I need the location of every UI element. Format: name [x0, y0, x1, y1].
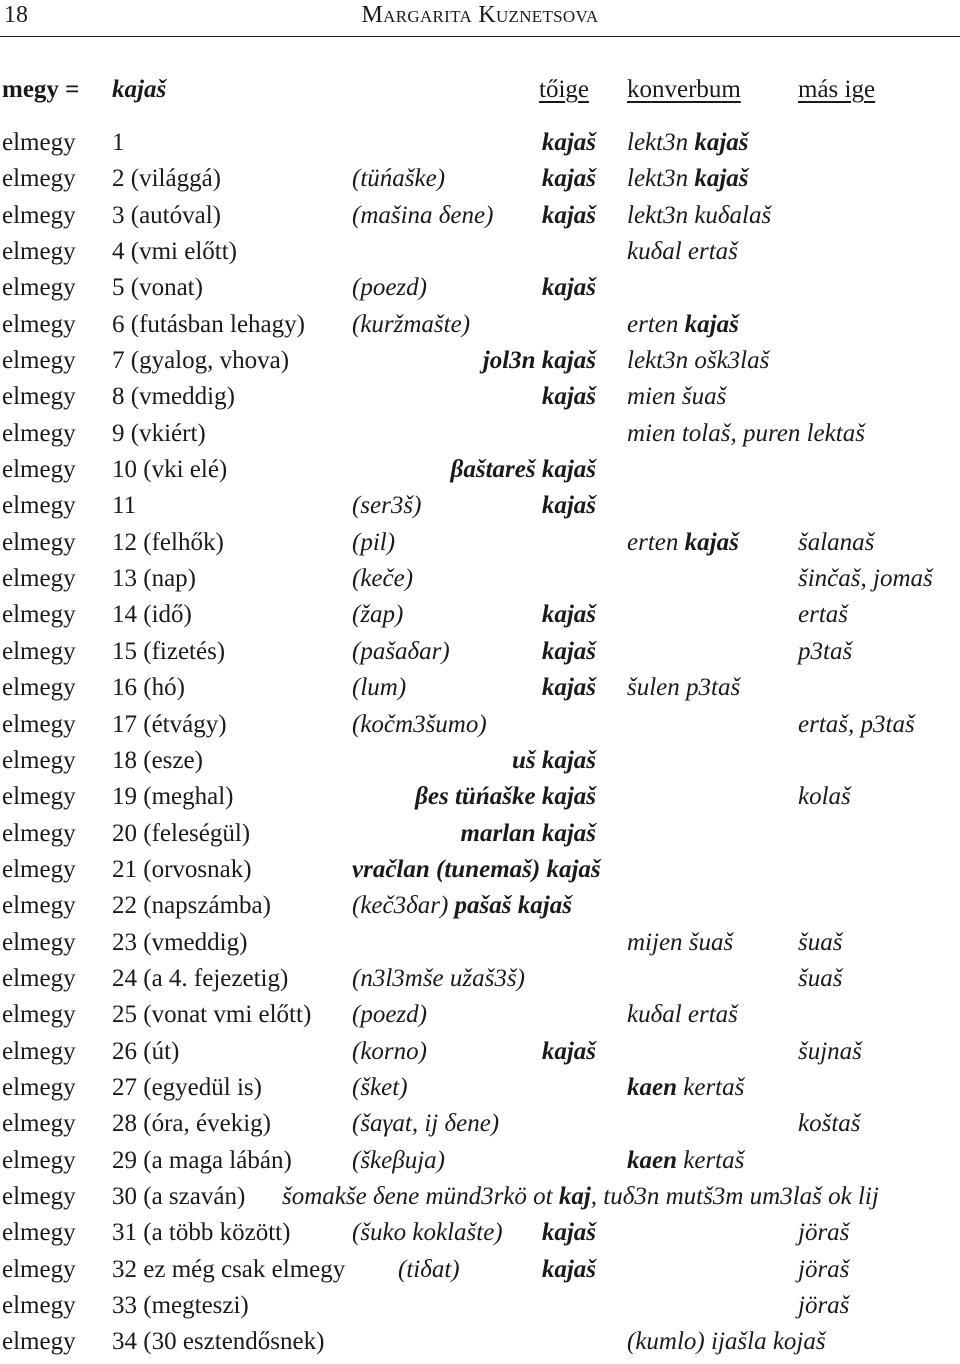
mari-context: [352, 600, 403, 630]
mari-context: [352, 273, 427, 303]
hungarian-verb: elmegy: [2, 201, 76, 229]
base-segment: uš kajaš: [511, 746, 596, 774]
other-segment: šuaš: [798, 928, 843, 956]
hungarian-verb: elmegy: [2, 1219, 76, 1247]
hungarian-verb: elmegy: [2, 456, 76, 484]
base-verb: [542, 1255, 596, 1285]
other-segment: jöraš: [798, 1292, 850, 1319]
table-row: [0, 928, 960, 964]
table-row: [0, 891, 960, 927]
sense-number: 26 (út): [112, 1037, 180, 1065]
base-segment: kajaš: [541, 1037, 596, 1065]
other-verb: [798, 928, 842, 958]
mari-context: [352, 1037, 427, 1067]
example-sentence: [282, 1182, 879, 1212]
sense-number: 32 ez még csak elmegy: [112, 1255, 346, 1283]
table-row: [0, 1327, 960, 1363]
mari-context: [352, 964, 525, 994]
mari-segment: (tiδat): [398, 1255, 460, 1283]
other-verb: [798, 1255, 849, 1285]
example-segment: , tuδ3n mutš3m um3laš ok lij: [590, 1182, 879, 1210]
base-verb: [512, 746, 596, 776]
sense-number: 10 (vki elé): [112, 456, 228, 484]
base-verb-heading: tőige: [539, 76, 589, 103]
mari-segment: vračlan (tunemaš) kajaš: [352, 855, 601, 883]
hungarian-verb: elmegy: [2, 310, 76, 338]
other-verb: [798, 710, 915, 740]
mari-context: [352, 310, 470, 340]
mari-segment: (ser3š): [352, 492, 422, 520]
sense-number: 15 (fizetés): [112, 637, 226, 665]
table-row: [0, 1000, 960, 1036]
other-verb: [798, 1037, 862, 1067]
converb: [627, 201, 771, 231]
mari-context: [398, 1255, 460, 1285]
converb-segment: kaen: [627, 1146, 677, 1174]
table-row: [0, 1218, 960, 1254]
mari-segment: (n3l3mše užaš3š): [352, 964, 525, 992]
base-segment: kajaš: [541, 601, 596, 629]
mari-segment: (mašina δene): [352, 201, 494, 229]
base-verb: [542, 1218, 596, 1248]
mari-segment: (šket): [352, 1073, 408, 1101]
base-verb: [542, 637, 596, 667]
hungarian-verb: elmegy: [2, 1292, 76, 1319]
other-segment: kolaš: [798, 783, 851, 811]
hungarian-verb: elmegy: [2, 637, 76, 665]
converb: [627, 1146, 744, 1176]
sense-number: 8 (vmeddig): [112, 383, 235, 411]
mari-segment: (korno): [352, 1037, 427, 1065]
converb-segment: kuδal ertaš: [627, 1001, 738, 1029]
example-segment: kaj: [558, 1182, 591, 1210]
other-segment: jöraš: [798, 1255, 850, 1283]
other-segment: p3taš: [798, 637, 853, 665]
base-segment: kajaš: [541, 637, 596, 665]
hungarian-verb: elmegy: [2, 601, 76, 629]
converb: [627, 419, 865, 449]
header-rule: [0, 36, 960, 37]
converb-segment: lekt3n kuδalaš: [627, 201, 772, 229]
mari-segment: (tüńaške): [352, 165, 446, 193]
hungarian-verb: elmegy: [2, 892, 76, 920]
hungarian-verb: elmegy: [2, 1182, 76, 1210]
converb-segment: kertaš: [677, 1073, 745, 1101]
sense-number: 18 (esze): [112, 746, 203, 774]
sense-number: 9 (vkiért): [112, 419, 206, 447]
base-verb: [542, 491, 596, 521]
mari-segment: (kuržmašte): [352, 310, 471, 338]
hungarian-verb: elmegy: [2, 347, 76, 375]
sense-number: 33 (megteszi): [112, 1292, 249, 1319]
table-row: [0, 382, 960, 418]
hungarian-verb: elmegy: [2, 928, 76, 956]
mari-context: [352, 1146, 445, 1176]
converb-segment: kajaš: [684, 310, 739, 338]
base-verb: [542, 273, 596, 303]
table-row: [0, 782, 960, 818]
converb-segment: lekt3n: [627, 165, 695, 193]
hungarian-verb: elmegy: [2, 964, 76, 992]
mari-context: [352, 564, 413, 594]
sense-number: 2 (világgá): [112, 165, 221, 193]
hungarian-verb: elmegy: [2, 419, 76, 447]
sense-number: 20 (feleségül): [112, 819, 251, 847]
sense-number: 4 (vmi előtt): [112, 238, 237, 266]
mari-context: [352, 1073, 408, 1103]
converb-segment: mien šuaš: [627, 383, 727, 411]
base-segment: kajaš: [541, 129, 596, 156]
table-row: [0, 819, 960, 855]
mari-context: [352, 1218, 503, 1248]
hungarian-verb: elmegy: [2, 1037, 76, 1065]
base-segment: kajaš: [541, 674, 596, 702]
other-segment: šuaš: [798, 964, 843, 992]
mari-context: [352, 201, 493, 231]
table-row: [0, 710, 960, 746]
sense-number: 3 (autóval): [112, 201, 221, 229]
hungarian-verb: elmegy: [2, 819, 76, 847]
mari-segment: (žap): [352, 601, 404, 629]
table-row: [0, 164, 960, 200]
hungarian-verb: elmegy: [2, 1001, 76, 1029]
converb-heading: konverbum: [627, 76, 741, 103]
hungarian-verb: elmegy: [2, 238, 76, 266]
hungarian-verb: elmegy: [2, 674, 76, 702]
table-row: [0, 201, 960, 237]
table-row: [0, 419, 960, 455]
base-verb: [542, 201, 596, 231]
converb: [627, 673, 740, 703]
other-verb: [798, 564, 933, 594]
base-segment: kajaš: [541, 1255, 596, 1283]
sense-number: 25 (vonat vmi előtt): [112, 1001, 312, 1029]
sense-number: 13 (nap): [112, 565, 196, 593]
table-row: [0, 1146, 960, 1182]
mari-segment: (lum): [352, 674, 407, 702]
mari-context: [352, 673, 406, 703]
table-row: [0, 1073, 960, 1109]
base-segment: kajaš: [541, 165, 596, 193]
base-segment: βaštareš kajaš: [450, 456, 596, 484]
mari-segment: (šuko koklašte): [352, 1219, 503, 1247]
hungarian-verb: elmegy: [2, 1110, 76, 1138]
sense-number: 7 (gyalog, vhova): [112, 347, 290, 375]
mari-context: [352, 1109, 499, 1139]
other-segment: koštaš: [798, 1110, 861, 1138]
table-row: [0, 1291, 960, 1327]
table-row: [0, 455, 960, 491]
base-verb: [542, 673, 596, 703]
other-segment: šujnaš: [798, 1037, 862, 1065]
mari-segment: (pašaδar): [352, 637, 450, 665]
hungarian-verb: elmegy: [2, 383, 76, 411]
table-row: [0, 237, 960, 273]
converb-segment: lekt3n: [627, 129, 695, 156]
converb-segment: kuδal ertaš: [627, 238, 738, 266]
other-verb: [798, 600, 848, 630]
table-row: [0, 310, 960, 346]
base-segment: βes tüńaške kajaš: [415, 783, 596, 811]
sense-number: 27 (egyedül is): [112, 1073, 262, 1101]
sense-number: 16 (hó): [112, 674, 185, 702]
hungarian-verb: elmegy: [2, 528, 76, 556]
sense-number: 30 (a szaván): [112, 1182, 246, 1210]
table-row: [0, 1109, 960, 1145]
hungarian-verb: elmegy: [2, 274, 76, 302]
mari-segment: (pil): [352, 528, 396, 556]
mari-context: [352, 1000, 427, 1030]
converb-segment: kaen: [627, 1073, 677, 1101]
base-segment: kajaš: [541, 492, 596, 520]
other-verb: [798, 1109, 861, 1139]
table-row: [0, 637, 960, 673]
sense-number: 1: [112, 129, 125, 156]
converb-segment: kajaš: [694, 165, 749, 193]
base-segment: kajaš: [541, 383, 596, 411]
converb-segment: erten: [627, 528, 685, 556]
mari-segment: (šaγat, ij δene): [352, 1110, 500, 1138]
table-row: [0, 1182, 960, 1218]
sense-number: 5 (vonat): [112, 274, 203, 302]
sense-number: 24 (a 4. fejezetig): [112, 964, 289, 992]
base-segment: kajaš: [541, 1219, 596, 1247]
page-number: 18: [4, 2, 28, 28]
hungarian-verb: elmegy: [2, 492, 76, 520]
hungarian-verb: elmegy: [2, 855, 76, 883]
other-verb: [798, 1291, 849, 1321]
mari-segment: pašaš kajaš: [454, 892, 572, 920]
sense-number: 21 (orvosnak): [112, 855, 252, 883]
converb: [627, 1073, 744, 1103]
converb-segment: (kumlo) ijašla kojaš: [627, 1328, 826, 1356]
sense-number: 22 (napszámba): [112, 892, 271, 920]
mari-context: [352, 855, 601, 885]
mari-segment: (keče): [352, 565, 414, 593]
hungarian-verb: elmegy: [2, 710, 76, 738]
table-row: [0, 855, 960, 891]
page-header: [0, 0, 960, 34]
table-row: [0, 128, 960, 164]
base-verb: [542, 1037, 596, 1067]
mari-segment: (poezd): [352, 274, 427, 302]
other-verb-heading: más ige: [798, 76, 876, 103]
converb: [627, 1000, 738, 1030]
base-verb: [542, 128, 596, 158]
table-row: [0, 528, 960, 564]
base-verb: [542, 164, 596, 194]
mari-context: [352, 891, 572, 921]
converb-segment: kertaš: [677, 1146, 745, 1174]
base-verb: [542, 600, 596, 630]
base-segment: marlan kajaš: [460, 819, 596, 847]
table-row: [0, 673, 960, 709]
table-row: [0, 564, 960, 600]
sense-number: 14 (idő): [112, 601, 192, 629]
table-row: [0, 491, 960, 527]
sense-number: 23 (vmeddig): [112, 928, 248, 956]
lemma-heading: megy =: [2, 76, 80, 103]
table-row: [0, 1037, 960, 1073]
sense-number: 17 (étvágy): [112, 710, 227, 738]
sense-number: 31 (a több között): [112, 1219, 291, 1247]
converb: [627, 237, 738, 267]
converb-segment: lekt3n ošk3laš: [627, 347, 770, 375]
other-verb: [798, 1218, 849, 1248]
table-row: [0, 346, 960, 382]
table-row: [0, 273, 960, 309]
converb: [627, 928, 733, 958]
hungarian-verb: elmegy: [2, 783, 76, 811]
entry-table: [0, 128, 960, 1364]
base-verb: [483, 346, 596, 376]
sense-number: 29 (a maga lábán): [112, 1146, 292, 1174]
hungarian-verb: elmegy: [2, 129, 76, 156]
base-verb: [415, 782, 596, 812]
mari-context: [352, 528, 395, 558]
other-segment: jöraš: [798, 1219, 850, 1247]
converb: [627, 1327, 826, 1357]
base-verb: [461, 819, 596, 849]
mari-segment: (kočm3šumo): [352, 710, 487, 738]
base-segment: kajaš: [541, 201, 596, 229]
converb: [627, 382, 726, 412]
hungarian-verb: elmegy: [2, 1328, 76, 1356]
mari-context: [352, 491, 421, 521]
other-verb: [798, 528, 874, 558]
converb-segment: mijen šuaš: [627, 928, 734, 956]
converb-segment: mien tolaš, puren lektaš: [627, 419, 865, 447]
hungarian-verb: elmegy: [2, 746, 76, 774]
table-row: [0, 746, 960, 782]
mari-verb-heading: kajaš: [112, 76, 167, 103]
other-segment: ertaš: [798, 601, 848, 629]
sense-number: 6 (futásban lehagy): [112, 310, 305, 338]
mari-context: [352, 710, 487, 740]
hungarian-verb: elmegy: [2, 165, 76, 193]
mari-segment: (poezd): [352, 1001, 427, 1029]
table-row: [0, 1255, 960, 1291]
converb: [627, 128, 749, 158]
sense-number: 28 (óra, évekig): [112, 1110, 271, 1138]
other-verb: [798, 782, 851, 812]
base-verb: [542, 382, 596, 412]
converb: [627, 164, 749, 194]
other-segment: šalanaš: [798, 528, 875, 556]
other-segment: šinčaš, jomaš: [798, 565, 933, 593]
sense-number: 11: [112, 492, 137, 520]
mari-segment: (keč3δar): [352, 892, 455, 920]
converb-segment: kajaš: [684, 528, 739, 556]
base-segment: kajaš: [541, 274, 596, 302]
base-verb: [451, 455, 596, 485]
base-segment: jol3n kajaš: [482, 347, 596, 375]
converb: [627, 346, 769, 376]
other-verb: [798, 964, 842, 994]
hungarian-verb: elmegy: [2, 1146, 76, 1174]
other-verb: [798, 637, 852, 667]
hungarian-verb: elmegy: [2, 565, 76, 593]
mari-segment: (škeβuja): [352, 1146, 445, 1174]
table-row: [0, 964, 960, 1000]
converb-segment: erten: [627, 310, 685, 338]
sense-number: 12 (felhők): [112, 528, 224, 556]
hungarian-verb: elmegy: [2, 1255, 76, 1283]
converb: [627, 528, 739, 558]
sense-number: 34 (30 esztendősnek): [112, 1328, 325, 1356]
converb-segment: šulen p3taš: [627, 674, 741, 702]
sense-number: 19 (meghal): [112, 783, 234, 811]
converb: [627, 310, 739, 340]
table-row: [0, 600, 960, 636]
running-title: Margarita Kuznetsova: [361, 2, 599, 28]
mari-context: [352, 164, 445, 194]
other-segment: ertaš, p3taš: [798, 710, 915, 738]
mari-context: [352, 637, 450, 667]
converb-segment: kajaš: [694, 129, 749, 156]
example-segment: šomakše δene münd3rkö ot: [282, 1182, 559, 1210]
hungarian-verb: elmegy: [2, 1073, 76, 1101]
